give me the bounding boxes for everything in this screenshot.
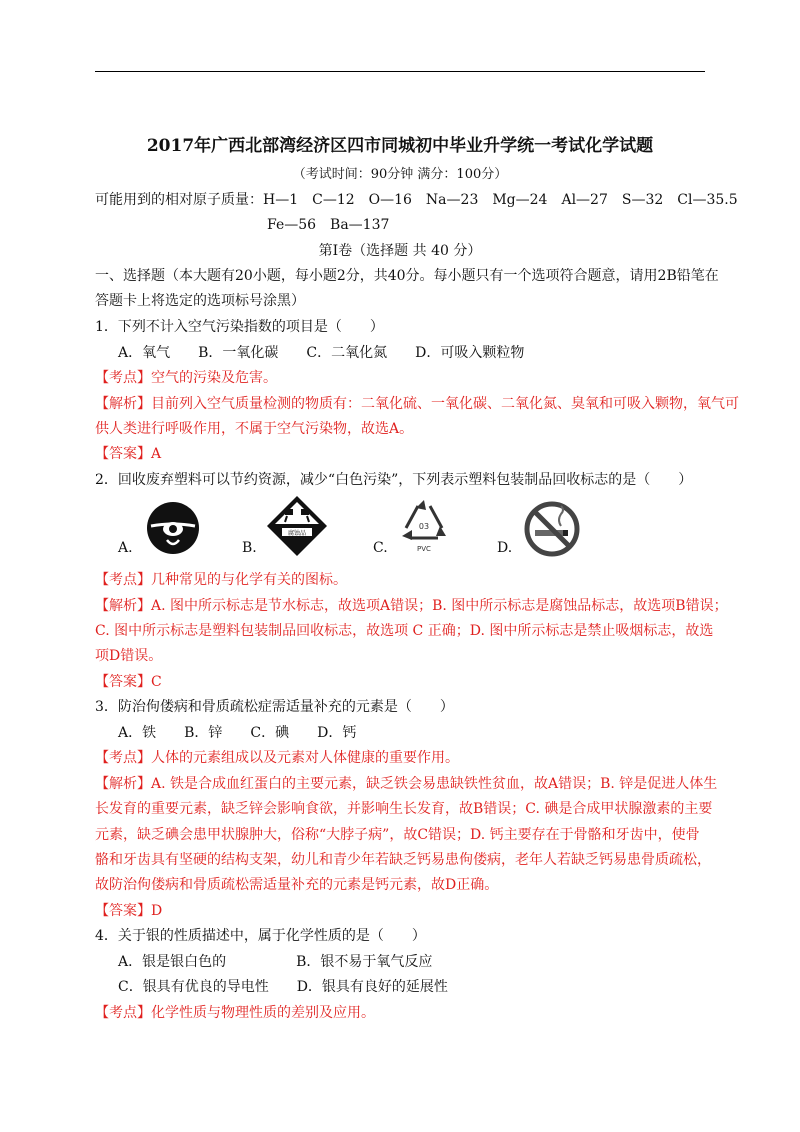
q1-answer: 【答案】A: [95, 446, 162, 462]
q2-analysis-line1: 【解析】A. 图中所示标志是节水标志，故选项A错误；B. 图中所示标志是腐蚀品标志，故选项B错误；: [95, 598, 728, 614]
q3-point: 【考点】人体的元素组成以及元素对人体健康的重要作用。: [95, 750, 459, 766]
q1-analysis-line2: 供人类进行呼吸作用，不属于空气污染物，故选A。: [95, 421, 414, 437]
q2-point: 【考点】几种常见的与化学有关的图标。: [95, 572, 347, 588]
header-rule: [95, 71, 705, 72]
atomic-mass-line1: 可能用到的相对原子质量：H—1 C—12 O—16 Na—23 Mg—24 Al—27 S—32 Cl—35.5: [95, 192, 738, 208]
q2-option-c-label: C.: [373, 540, 388, 556]
q1-analysis-line1: 【解析】目前列入空气质量检测的物质有：二氧化硫、一氧化碳、二氧化氮、臭氧和可吸入颗物，氧气可: [95, 396, 739, 412]
q2-option-b-label: B.: [242, 540, 257, 556]
no-smoking-icon: [523, 500, 581, 558]
recycle-material: PVC: [417, 545, 431, 553]
q2-option-d-label: D.: [497, 540, 513, 556]
q3-analysis-line4: 骼和牙齿具有坚硬的结构支架，幼儿和青少年若缺乏钙易患佝偻病，老年人若缺乏钙易患骨质疏松，: [95, 852, 711, 868]
q1-options: A．氧气 B．一氧化碳 C．二氧化氮 D．可吸入颗粒物: [118, 345, 525, 361]
volume-heading: 第Ⅰ卷（选择题 共 40 分）: [318, 243, 482, 259]
section-instructions-line2: 答题卡上将选定的选项标号涂黑）: [95, 293, 305, 309]
recycle-icon: [392, 494, 456, 558]
q3-analysis-line3: 元素，缺乏碘会患甲状腺肿大，俗称“大脖子病”，故C错误；D. 钙主要存在于骨骼和牙齿中，使骨: [95, 827, 700, 843]
q4-options-row2: C．银具有优良的导电性 D．银具有良好的延展性: [118, 979, 448, 995]
exam-info: （考试时间：90分钟 满分：100分）: [292, 167, 508, 182]
q3-analysis-line5: 故防治佝偻病和骨质疏松需适量补充的元素是钙元素，故D正确。: [95, 877, 499, 893]
corrosive-icon: [265, 494, 329, 558]
q1-point: 【考点】空气的污染及危害。: [95, 370, 277, 386]
q4-stem: 4．关于银的性质描述中，属于化学性质的是（ ）: [95, 928, 426, 944]
q4-point: 【考点】化学性质与物理性质的差别及应用。: [95, 1005, 375, 1021]
q2-analysis-line3: 项D错误。: [95, 648, 163, 664]
q4-options-row1: A．银是银白色的 B．银不易于氧气反应: [118, 954, 433, 970]
q2-analysis-line2: C. 图中所示标志是塑料包装制品回收标志，故选项 C 正确；D. 图中所示标志是禁止吸烟标志，故选: [95, 623, 714, 639]
q3-analysis-line2: 长发育的重要元素，缺乏锌会影响食欲，并影响生长发育，故B错误；C. 碘是合成甲状腺激素的主要: [95, 801, 713, 817]
recycle-code: 03: [418, 522, 430, 531]
q2-answer: 【答案】C: [95, 674, 162, 690]
q3-stem: 3．防治佝偻病和骨质疏松症需适量补充的元素是（ ）: [95, 699, 454, 715]
q1-stem: 1．下列不计入空气污染指数的项目是（ ）: [95, 319, 384, 335]
q3-options: A．铁 B．锌 C．碘 D．钙: [118, 725, 357, 741]
q2-stem: 2．回收废弃塑料可以节约资源，减少“白色污染”，下列表示塑料包装制品回收标志的是（ ）: [95, 472, 693, 488]
q2-option-a-label: A.: [118, 540, 133, 556]
corrosive-label: 腐蚀品: [287, 530, 307, 537]
atomic-mass-line2: Fe—56 Ba—137: [267, 217, 390, 233]
q3-analysis-line1: 【解析】A. 铁是合成血红蛋白的主要元素，缺乏铁会易患缺铁性贫血，故A错误；B. 锌是促进人体生: [95, 776, 718, 792]
water-saving-icon: [145, 500, 201, 556]
section-instructions-line1: 一、选择题（本大题有20小题，每小题2分，共40分。每小题只有一个选项符合题意，请用2B铅笔在: [95, 268, 719, 284]
page-title: 2017年广西北部湾经济区四市同城初中毕业升学统一考试化学试题: [146, 136, 654, 156]
q3-answer: 【答案】D: [95, 903, 163, 919]
